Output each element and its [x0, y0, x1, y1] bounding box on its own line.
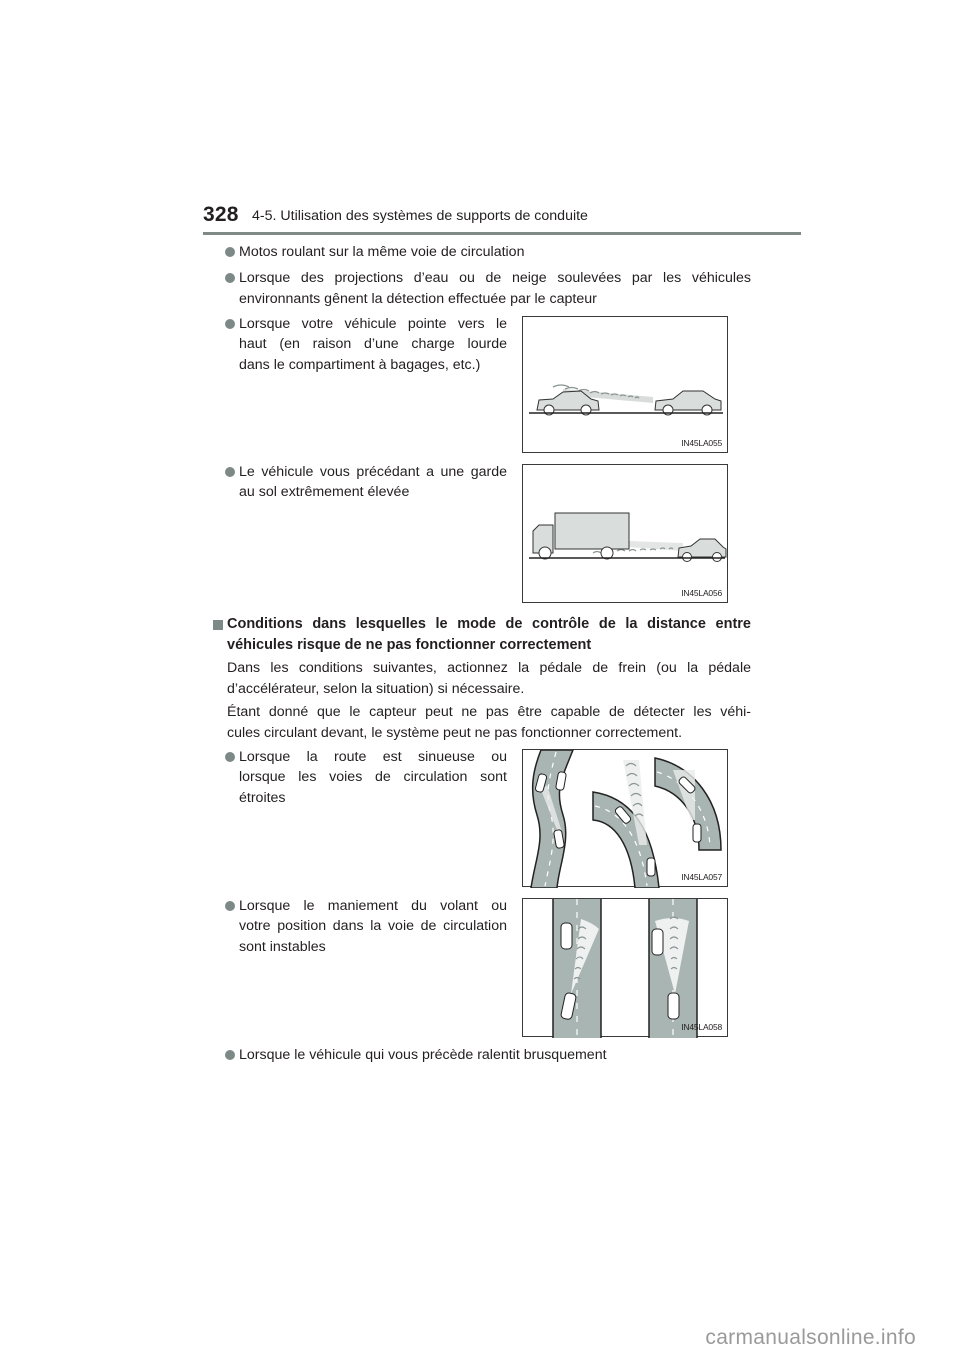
illustration-cars-beam — [523, 317, 729, 454]
figure-code: IN45LA057 — [681, 872, 722, 882]
section-heading-cont: véhicules risque de ne pas fonctionner correctement — [227, 637, 592, 653]
illustration-straight-lanes — [523, 899, 729, 1038]
section-square-icon — [213, 620, 223, 630]
bullet-icon — [225, 247, 235, 257]
figure-unstable-lane — [522, 898, 728, 1037]
bullet-text: Motos roulant sur la même voie de circulation — [239, 244, 525, 260]
figure-code: IN45LA056 — [681, 588, 722, 598]
illustration-truck-car — [523, 465, 729, 604]
bullet-text: Lorsque des projections d’eau ou de neige soulevées par les véhicules — [239, 270, 751, 286]
bullet-icon — [225, 467, 235, 477]
section-paragraph: Étant donné que le capteur peut ne pas être capable de détecter les véhi- — [227, 704, 751, 720]
section-paragraph-cont: d’accélérateur, selon la situation) si nécessaire. — [227, 681, 525, 697]
illustration-winding-roads — [523, 750, 729, 888]
bullet-text-cont: sont instables — [239, 939, 326, 955]
bullet-icon — [225, 273, 235, 283]
header-divider — [203, 232, 801, 235]
bullet-icon — [225, 319, 235, 329]
bullet-icon — [225, 1050, 235, 1060]
bullet-text-cont: dans le compartiment à bagages, etc.) — [239, 357, 481, 373]
section-paragraph: Dans les conditions suivantes, actionnez la pédale de frein (ou la pédale — [227, 660, 751, 676]
bullet-text: Lorsque votre véhicule pointe vers le — [239, 316, 507, 332]
bullet-text-cont: votre position dans la voie de circulation — [239, 918, 507, 934]
bullet-text-cont: lorsque les voies de circulation sont — [239, 769, 507, 785]
bullet-text: Lorsque la route est sinueuse ou — [239, 749, 507, 765]
truck-icon — [533, 513, 629, 559]
bullet-text-cont: au sol extrêmement élevée — [239, 484, 410, 500]
bullet-text-cont: environnants gênent la détection effectuée par le capteur — [239, 291, 597, 307]
section-title: 4-5. Utilisation des systèmes de supports de conduite — [252, 208, 588, 224]
figure-high-clearance-vehicle — [522, 464, 728, 603]
bullet-icon — [225, 752, 235, 762]
figure-vehicle-pointing-up — [522, 316, 728, 453]
section-paragraph-cont: cules circulant devant, le système peut ne pas fonctionner correctement. — [227, 725, 683, 741]
bullet-text-cont: haut (en raison d’une charge lourde — [239, 336, 507, 352]
figure-winding-road — [522, 749, 728, 887]
bullet-text: Lorsque le véhicule qui vous précède ralentit brusquement — [239, 1047, 607, 1063]
bullet-text: Lorsque le maniement du volant ou — [239, 898, 507, 914]
bullet-text: Le véhicule vous précédant a une garde — [239, 464, 507, 480]
bullet-text-cont: étroites — [239, 790, 286, 806]
bullet-icon — [225, 901, 235, 911]
figure-code: IN45LA058 — [681, 1022, 722, 1032]
front-car-icon — [655, 391, 721, 415]
figure-code: IN45LA055 — [681, 438, 722, 448]
watermark: carmanualsonline.info — [705, 1326, 916, 1349]
page-number: 328 — [203, 203, 239, 226]
section-heading: Conditions dans lesquelles le mode de contrôle de la distance entre — [227, 616, 751, 632]
